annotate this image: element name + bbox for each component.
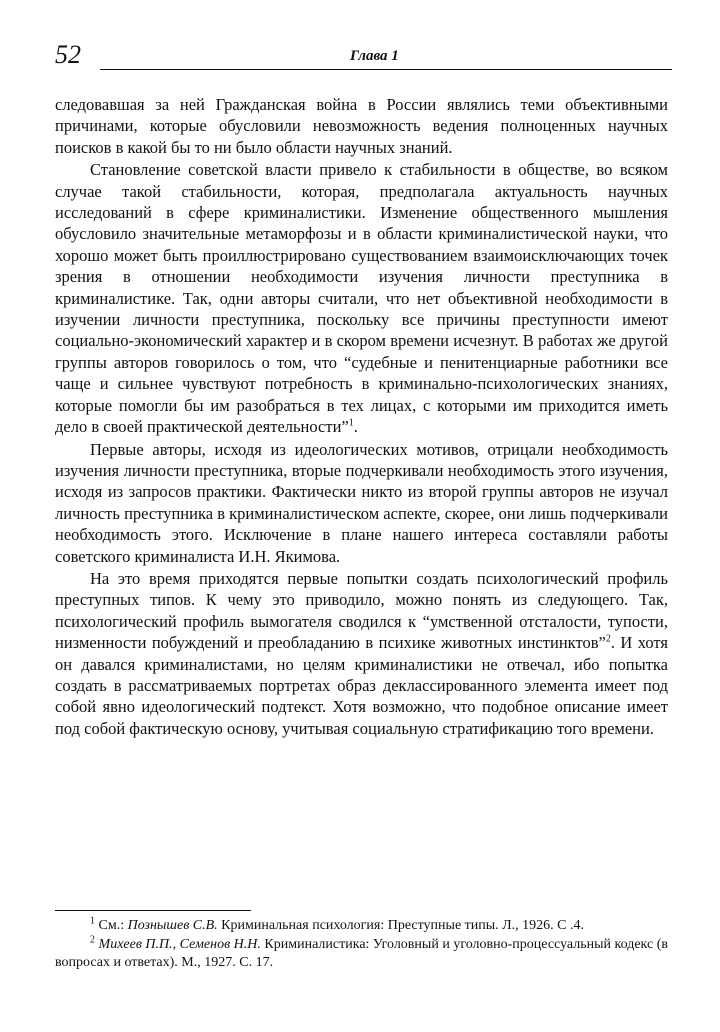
footnote-ref-2: 2 [605, 633, 611, 645]
body-text [55, 94, 668, 739]
paragraph-4: На это время приходятся первые попытки создать психологический профиль преступных типов. К чему это приводило, можно понять из следующего. Так, психологический профиль вымогателя сводился к “умственной отсталости, тупости, низменности побуждений и преобладанию в психике животных инстинктов”$^2$. И хотя он давался криминалистами, но целям криминалистики не отвечал, ибо попытка создать в рассматриваемых портретах образ деклассированного элемента имеет под собой явно идеологический подтекст. Хотя возможно, что подобное описание имеет под собой фактическую основу, учитывая социальную стратификацию того времени. [55, 568, 668, 738]
paragraph-2: Становление советской власти привело к стабильности в обществе, во всяком случае такой стабильности, которая, предполагала актуальность научных исследований в сфере криминалистики. Изменение общественного мышления обусловило значительные метаморфозы и в области криминалистической науки, что хорошо может быть проиллюстрировано существованием взаимоисключающих точек зрения в отношении необходимости изучения личности преступника в криминалистике. Так, одни авторы считали, что нет объективной необходимости в изучении личности преступника, поскольку все причины преступности имеют социально-экономический характер и в скором времени исчезнут. В работах же другой группы авторов говорилось о том, что “судебные и пенитенциарные работники все чаще и сильнее чувствуют потребность в криминально-психологических знаниях, которые помогли бы им разобраться в тех лицах, с которыми им приходится иметь дело в своей практической деятельности”$^1$. [55, 160, 668, 437]
footnote-number: 1 [90, 915, 95, 927]
page-number: 52 [55, 40, 81, 69]
footnote-2: $^2$ Михеев П.П., Семенов Н.Н. Криминалистика: Уголовный и уголовно-процессуальный кодекс (в вопросах и ответах). М., 1927. С. 17. [55, 933, 669, 970]
footnote-number: 2 [90, 933, 95, 945]
footnote-rule [55, 910, 251, 911]
header-rule [100, 69, 672, 70]
footnote-ref-1: 1 [348, 417, 354, 429]
footnotes [55, 917, 668, 973]
footnote-author: Михеев П.П., Семенов Н.Н. [98, 936, 261, 952]
footnote-1: $^1$ См.: Познышев С.В. Криминальная психология: Преступные типы. Л., 1926. С .4. [90, 915, 584, 933]
paragraph-1: следовавшая за ней Гражданская война в России являлись теми объективными причинами, которые обусловили невозможность ведения полноценных научных поисков в какой бы то ни было области научных знаний. [55, 95, 668, 157]
chapter-title: Глава 1 [350, 48, 399, 64]
paragraph-3: Первые авторы, исходя из идеологических мотивов, отрицали необходимость изучения личности преступника, вторые подчеркивали необходимость этого изучения, исходя из запросов практики. Фактически никто из второй группы авторов не изучал личность преступника в криминалистическом аспекте, скорее, они лишь подчеркивали необходимость этого. Исключение в плане нашего интереса составляли работы советского криминалиста И.Н. Якимова. [55, 439, 668, 566]
footnote-author: Познышев С.В. [127, 918, 218, 933]
